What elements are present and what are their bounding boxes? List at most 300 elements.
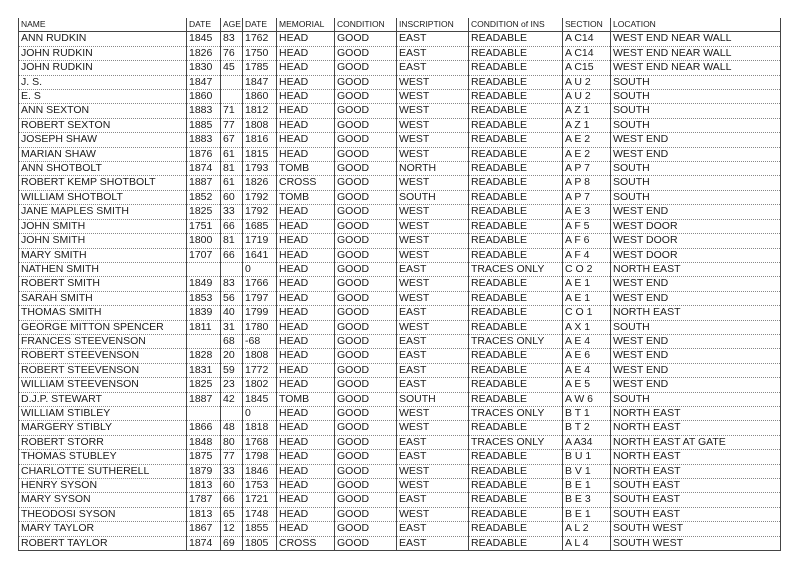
cell-location: SOUTH (611, 162, 781, 176)
cell-condition-of-ins: READABLE (469, 507, 563, 521)
cell-location: SOUTH WEST (611, 522, 781, 536)
cell-memorial: CROSS (277, 176, 335, 190)
cell-section: A E 4 (563, 334, 611, 348)
cell-name: THOMAS STUBLEY (19, 450, 187, 464)
cell-condition: GOOD (335, 378, 397, 392)
cell-location: WEST END (611, 349, 781, 363)
cell-condition-of-ins: READABLE (469, 133, 563, 147)
cell-section: A F 4 (563, 248, 611, 262)
cell-section: A E 2 (563, 147, 611, 161)
cell-inscription: EAST (397, 334, 469, 348)
cell-date: 1885 (187, 118, 221, 132)
cell-section: A P 8 (563, 176, 611, 190)
cell-inscription: WEST (397, 277, 469, 291)
cell-location: SOUTH EAST (611, 507, 781, 521)
cell-condition: GOOD (335, 320, 397, 334)
cell-date: 1874 (187, 536, 221, 550)
cell-age: 77 (221, 450, 243, 464)
cell-date2: 1847 (243, 75, 277, 89)
cell-date2: 1826 (243, 176, 277, 190)
cell-location: WEST END (611, 363, 781, 377)
cell-age: 33 (221, 205, 243, 219)
cell-section: A C14 (563, 46, 611, 60)
cell-date: 1825 (187, 205, 221, 219)
table-row (19, 464, 781, 478)
cell-condition: GOOD (335, 190, 397, 204)
table-row (19, 479, 781, 493)
cell-date2: 1808 (243, 349, 277, 363)
cell-name: SARAH SMITH (19, 291, 187, 305)
cell-condition: GOOD (335, 334, 397, 348)
cell-condition-of-ins: READABLE (469, 147, 563, 161)
table-row (19, 277, 781, 291)
cell-inscription: WEST (397, 248, 469, 262)
cell-date2: 1818 (243, 421, 277, 435)
cell-condition: GOOD (335, 162, 397, 176)
col-header-memorial: MEMORIAL (277, 18, 335, 32)
cell-section: A L 2 (563, 522, 611, 536)
cell-age: 66 (221, 493, 243, 507)
cell-condition-of-ins: TRACES ONLY (469, 262, 563, 276)
cell-section: A E 5 (563, 378, 611, 392)
table-row (19, 205, 781, 219)
cell-location: SOUTH (611, 90, 781, 104)
cell-age (221, 406, 243, 420)
cell-location: SOUTH (611, 320, 781, 334)
cell-name: ROBERT SMITH (19, 277, 187, 291)
cell-condition-of-ins: READABLE (469, 493, 563, 507)
table-row (19, 90, 781, 104)
cell-inscription: EAST (397, 262, 469, 276)
table-row (19, 306, 781, 320)
cell-condition: GOOD (335, 234, 397, 248)
cell-section: C O 2 (563, 262, 611, 276)
cell-date: 1866 (187, 421, 221, 435)
cell-date2: 1762 (243, 32, 277, 46)
cell-location: WEST DOOR (611, 248, 781, 262)
table-row (19, 32, 781, 46)
burial-register-sheet (18, 18, 780, 551)
cell-date2: 1816 (243, 133, 277, 147)
col-header-condition-of-ins: CONDITION of INS (469, 18, 563, 32)
table-row (19, 162, 781, 176)
cell-name: JOHN SMITH (19, 219, 187, 233)
cell-inscription: WEST (397, 133, 469, 147)
cell-age: 66 (221, 219, 243, 233)
cell-section: A E 1 (563, 291, 611, 305)
cell-condition: GOOD (335, 536, 397, 550)
cell-age: 42 (221, 392, 243, 406)
cell-inscription: WEST (397, 479, 469, 493)
cell-condition-of-ins: READABLE (469, 219, 563, 233)
cell-name: MARY TAYLOR (19, 522, 187, 536)
cell-age: 48 (221, 421, 243, 435)
cell-location: WEST DOOR (611, 234, 781, 248)
cell-location: WEST END NEAR WALL (611, 46, 781, 60)
cell-memorial: HEAD (277, 334, 335, 348)
cell-age: 59 (221, 363, 243, 377)
cell-name: GEORGE MITTON SPENCER (19, 320, 187, 334)
cell-name: ROBERT KEMP SHOTBOLT (19, 176, 187, 190)
cell-memorial: HEAD (277, 147, 335, 161)
table-row (19, 46, 781, 60)
cell-memorial: HEAD (277, 133, 335, 147)
table-row (19, 450, 781, 464)
cell-condition-of-ins: READABLE (469, 450, 563, 464)
table-row (19, 219, 781, 233)
table-row (19, 349, 781, 363)
cell-location: WEST DOOR (611, 219, 781, 233)
cell-age: 69 (221, 536, 243, 550)
cell-condition: GOOD (335, 277, 397, 291)
cell-memorial: HEAD (277, 118, 335, 132)
cell-location: WEST END NEAR WALL (611, 61, 781, 75)
cell-date2: 1793 (243, 162, 277, 176)
cell-inscription: WEST (397, 205, 469, 219)
cell-location: NORTH EAST (611, 262, 781, 276)
cell-memorial: HEAD (277, 406, 335, 420)
cell-section: B T 1 (563, 406, 611, 420)
cell-name: MARGERY STIBLY (19, 421, 187, 435)
cell-condition: GOOD (335, 90, 397, 104)
cell-inscription: EAST (397, 450, 469, 464)
col-header-age: AGE (221, 18, 243, 32)
cell-name: MARY SYSON (19, 493, 187, 507)
table-row (19, 104, 781, 118)
cell-condition: GOOD (335, 406, 397, 420)
cell-section: A E 1 (563, 277, 611, 291)
cell-section: A U 2 (563, 75, 611, 89)
cell-section: A F 6 (563, 234, 611, 248)
cell-age (221, 90, 243, 104)
cell-date2: 1805 (243, 536, 277, 550)
cell-condition: GOOD (335, 450, 397, 464)
cell-section: A W 6 (563, 392, 611, 406)
cell-memorial: HEAD (277, 75, 335, 89)
cell-date: 1883 (187, 133, 221, 147)
cell-condition: GOOD (335, 421, 397, 435)
cell-inscription: WEST (397, 118, 469, 132)
cell-memorial: HEAD (277, 61, 335, 75)
cell-location: WEST END (611, 334, 781, 348)
cell-date: 1883 (187, 104, 221, 118)
cell-inscription: WEST (397, 464, 469, 478)
cell-condition-of-ins: READABLE (469, 479, 563, 493)
cell-location: NORTH EAST (611, 464, 781, 478)
table-row (19, 176, 781, 190)
cell-condition: GOOD (335, 493, 397, 507)
cell-age: 77 (221, 118, 243, 132)
cell-date2: 1845 (243, 392, 277, 406)
cell-condition-of-ins: READABLE (469, 61, 563, 75)
cell-condition-of-ins: TRACES ONLY (469, 406, 563, 420)
cell-condition: GOOD (335, 464, 397, 478)
cell-inscription: EAST (397, 378, 469, 392)
cell-age: 67 (221, 133, 243, 147)
cell-memorial: HEAD (277, 450, 335, 464)
header-row (19, 18, 781, 32)
cell-name: MARIAN SHAW (19, 147, 187, 161)
cell-name: THEODOSI SYSON (19, 507, 187, 521)
cell-condition-of-ins: READABLE (469, 306, 563, 320)
cell-name: ROBERT TAYLOR (19, 536, 187, 550)
cell-section: B T 2 (563, 421, 611, 435)
cell-section: A F 5 (563, 219, 611, 233)
cell-location: WEST END NEAR WALL (611, 32, 781, 46)
table-row (19, 75, 781, 89)
cell-section: A Z 1 (563, 104, 611, 118)
cell-inscription: EAST (397, 349, 469, 363)
cell-inscription: EAST (397, 363, 469, 377)
cell-inscription: NORTH (397, 162, 469, 176)
table-row (19, 522, 781, 536)
cell-date2: 1772 (243, 363, 277, 377)
cell-date: 1874 (187, 162, 221, 176)
cell-name: ROBERT SEXTON (19, 118, 187, 132)
cell-memorial: HEAD (277, 306, 335, 320)
cell-age: 23 (221, 378, 243, 392)
cell-condition: GOOD (335, 262, 397, 276)
cell-location: NORTH EAST (611, 406, 781, 420)
cell-date2: 1808 (243, 118, 277, 132)
cell-date2: 0 (243, 406, 277, 420)
cell-condition: GOOD (335, 479, 397, 493)
cell-condition-of-ins: TRACES ONLY (469, 334, 563, 348)
cell-date2: 1860 (243, 90, 277, 104)
table-row (19, 234, 781, 248)
cell-section: A C14 (563, 32, 611, 46)
cell-condition: GOOD (335, 75, 397, 89)
cell-location: SOUTH (611, 392, 781, 406)
cell-section: B V 1 (563, 464, 611, 478)
cell-location: WEST END (611, 378, 781, 392)
cell-section: A A34 (563, 435, 611, 449)
cell-memorial: TOMB (277, 162, 335, 176)
cell-age: 71 (221, 104, 243, 118)
cell-date: 1751 (187, 219, 221, 233)
table-row (19, 320, 781, 334)
cell-location: WEST END (611, 133, 781, 147)
cell-age: 68 (221, 334, 243, 348)
cell-section: B E 3 (563, 493, 611, 507)
cell-date: 1811 (187, 320, 221, 334)
cell-condition: GOOD (335, 392, 397, 406)
table-row (19, 421, 781, 435)
cell-age: 33 (221, 464, 243, 478)
cell-memorial: HEAD (277, 363, 335, 377)
cell-date: 1831 (187, 363, 221, 377)
cell-condition: GOOD (335, 46, 397, 60)
cell-date2: 1812 (243, 104, 277, 118)
cell-date: 1852 (187, 190, 221, 204)
burial-register-table (18, 18, 781, 551)
cell-date2: 1798 (243, 450, 277, 464)
cell-date: 1707 (187, 248, 221, 262)
table-row (19, 378, 781, 392)
cell-inscription: WEST (397, 291, 469, 305)
cell-condition-of-ins: READABLE (469, 248, 563, 262)
cell-memorial: HEAD (277, 90, 335, 104)
cell-condition-of-ins: READABLE (469, 104, 563, 118)
cell-name: NATHEN SMITH (19, 262, 187, 276)
cell-inscription: WEST (397, 104, 469, 118)
cell-date: 1830 (187, 61, 221, 75)
cell-section: A P 7 (563, 190, 611, 204)
cell-date2: 1719 (243, 234, 277, 248)
cell-location: NORTH EAST AT GATE (611, 435, 781, 449)
cell-section: A L 4 (563, 536, 611, 550)
cell-name: ROBERT STORR (19, 435, 187, 449)
cell-condition: GOOD (335, 118, 397, 132)
cell-age: 83 (221, 277, 243, 291)
cell-name: WILLIAM STEEVENSON (19, 378, 187, 392)
cell-date: 1879 (187, 464, 221, 478)
cell-date (187, 406, 221, 420)
cell-date2: 1750 (243, 46, 277, 60)
cell-name: THOMAS SMITH (19, 306, 187, 320)
cell-inscription: WEST (397, 147, 469, 161)
table-row (19, 435, 781, 449)
cell-age (221, 75, 243, 89)
cell-location: NORTH EAST (611, 421, 781, 435)
table-row (19, 61, 781, 75)
cell-date: 1887 (187, 392, 221, 406)
cell-name: ROBERT STEEVENSON (19, 349, 187, 363)
cell-location: WEST END (611, 205, 781, 219)
cell-date2: -68 (243, 334, 277, 348)
cell-inscription: WEST (397, 75, 469, 89)
col-header-section: SECTION (563, 18, 611, 32)
cell-date: 1860 (187, 90, 221, 104)
cell-condition: GOOD (335, 205, 397, 219)
cell-memorial: HEAD (277, 32, 335, 46)
cell-date: 1847 (187, 75, 221, 89)
cell-condition-of-ins: READABLE (469, 75, 563, 89)
table-row (19, 493, 781, 507)
cell-inscription: EAST (397, 435, 469, 449)
cell-date2: 1785 (243, 61, 277, 75)
cell-condition-of-ins: READABLE (469, 363, 563, 377)
cell-age: 83 (221, 32, 243, 46)
cell-memorial: HEAD (277, 234, 335, 248)
cell-date2: 1685 (243, 219, 277, 233)
cell-location: NORTH EAST (611, 450, 781, 464)
cell-memorial: CROSS (277, 536, 335, 550)
cell-section: A E 6 (563, 349, 611, 363)
cell-condition-of-ins: READABLE (469, 291, 563, 305)
cell-date: 1813 (187, 507, 221, 521)
cell-section: B E 1 (563, 479, 611, 493)
table-row (19, 190, 781, 204)
cell-name: J. S. (19, 75, 187, 89)
cell-age: 12 (221, 522, 243, 536)
register-body (19, 32, 781, 551)
cell-condition-of-ins: READABLE (469, 464, 563, 478)
cell-date2: 1855 (243, 522, 277, 536)
cell-name: WILLIAM SHOTBOLT (19, 190, 187, 204)
cell-condition-of-ins: READABLE (469, 349, 563, 363)
cell-condition-of-ins: TRACES ONLY (469, 435, 563, 449)
cell-condition-of-ins: READABLE (469, 162, 563, 176)
cell-condition-of-ins: READABLE (469, 536, 563, 550)
cell-name: ANN SHOTBOLT (19, 162, 187, 176)
cell-date: 1828 (187, 349, 221, 363)
cell-inscription: WEST (397, 421, 469, 435)
cell-date2: 1797 (243, 291, 277, 305)
cell-memorial: HEAD (277, 493, 335, 507)
cell-condition: GOOD (335, 104, 397, 118)
cell-date2: 1802 (243, 378, 277, 392)
cell-condition-of-ins: READABLE (469, 190, 563, 204)
cell-condition-of-ins: READABLE (469, 176, 563, 190)
cell-name: ANN SEXTON (19, 104, 187, 118)
cell-section: A E 4 (563, 363, 611, 377)
cell-date (187, 334, 221, 348)
cell-age: 61 (221, 147, 243, 161)
cell-inscription: WEST (397, 176, 469, 190)
cell-name: JANE MAPLES SMITH (19, 205, 187, 219)
table-row (19, 118, 781, 132)
cell-section: A E 3 (563, 205, 611, 219)
cell-date: 1825 (187, 378, 221, 392)
cell-condition: GOOD (335, 349, 397, 363)
cell-condition-of-ins: READABLE (469, 277, 563, 291)
cell-name: JOHN RUDKIN (19, 46, 187, 60)
cell-name: MARY SMITH (19, 248, 187, 262)
cell-date: 1787 (187, 493, 221, 507)
cell-location: SOUTH (611, 118, 781, 132)
cell-section: A X 1 (563, 320, 611, 334)
table-row (19, 248, 781, 262)
cell-condition-of-ins: READABLE (469, 32, 563, 46)
cell-date2: 1766 (243, 277, 277, 291)
cell-inscription: WEST (397, 406, 469, 420)
cell-memorial: HEAD (277, 277, 335, 291)
cell-date: 1849 (187, 277, 221, 291)
cell-condition-of-ins: READABLE (469, 522, 563, 536)
cell-inscription: EAST (397, 522, 469, 536)
table-row (19, 133, 781, 147)
cell-condition: GOOD (335, 306, 397, 320)
cell-inscription: WEST (397, 90, 469, 104)
cell-location: WEST END (611, 277, 781, 291)
cell-section: B E 1 (563, 507, 611, 521)
cell-condition-of-ins: READABLE (469, 234, 563, 248)
cell-date: 1839 (187, 306, 221, 320)
cell-inscription: EAST (397, 306, 469, 320)
cell-location: WEST END (611, 291, 781, 305)
cell-condition: GOOD (335, 507, 397, 521)
cell-memorial: HEAD (277, 104, 335, 118)
cell-condition: GOOD (335, 32, 397, 46)
col-header-inscription: INSCRIPTION (397, 18, 469, 32)
table-row (19, 291, 781, 305)
col-header-date2: DATE (243, 18, 277, 32)
cell-memorial: HEAD (277, 349, 335, 363)
cell-memorial: HEAD (277, 464, 335, 478)
cell-condition: GOOD (335, 435, 397, 449)
cell-name: JOHN RUDKIN (19, 61, 187, 75)
table-row (19, 334, 781, 348)
cell-section: A C15 (563, 61, 611, 75)
cell-condition: GOOD (335, 291, 397, 305)
cell-date2: 1799 (243, 306, 277, 320)
cell-date: 1813 (187, 479, 221, 493)
cell-memorial: HEAD (277, 479, 335, 493)
cell-date: 1875 (187, 450, 221, 464)
cell-condition-of-ins: READABLE (469, 205, 563, 219)
cell-inscription: WEST (397, 234, 469, 248)
